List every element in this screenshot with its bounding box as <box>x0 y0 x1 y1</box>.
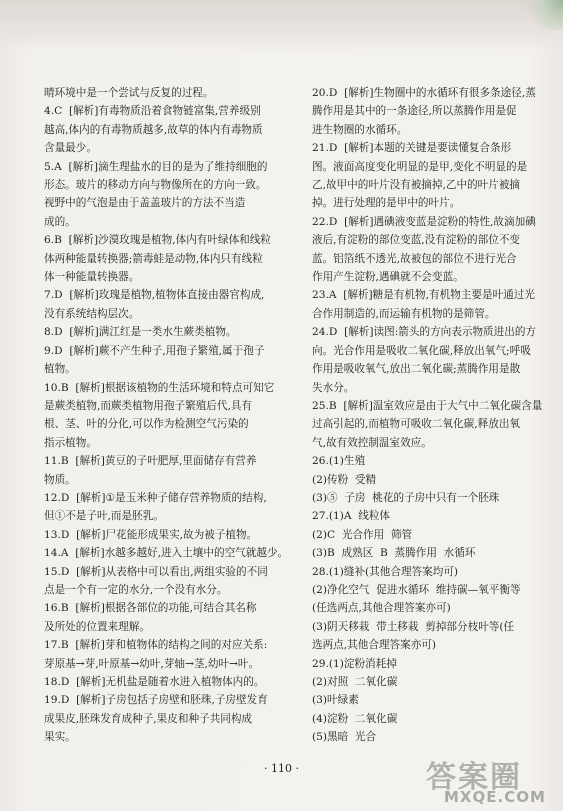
watermark-url: MXQE.COM <box>444 788 546 806</box>
page-corner-shadow <box>523 0 563 30</box>
text-line: 气,故有效控制温室效应。 <box>312 436 432 449</box>
text-line: 29.(1)淀粉消耗掉 <box>312 657 397 670</box>
text-line: (2)对照 二氧化碳 <box>312 676 398 688</box>
text-line: 体两种能量转换器;箭毒蛙是动物,体内只有线粒 <box>44 252 263 265</box>
text-line: 5.A [解析]滴生理盐水的目的是为了维持细胞的 <box>44 160 268 173</box>
text-line: (3)B 成熟区 B 蒸腾作用 水循环 <box>312 547 476 560</box>
text-line: 24.D [解析]读图:箭头的方向表示物质进出的方 <box>312 326 537 339</box>
text-line: 成果皮,胚珠发育成种子,果皮和种子共同构成 <box>44 712 253 725</box>
text-line: (3)阴天移栽 带土移栽 剪掉部分枝叶等(任 <box>312 620 515 633</box>
text-line: 点是一个有一定的水分,一个没有水分。 <box>44 583 228 596</box>
text-line: (2)传粉 受精 <box>312 473 377 486</box>
text-line: 9.D [解析]蕨不产生种子,用孢子繁殖,属于孢子 <box>44 344 265 357</box>
text-line: 18.D [解析]无机盐是随着水进入植物体内的。 <box>44 676 265 688</box>
text-line: 指示植物。 <box>44 436 97 449</box>
right-column <box>312 84 544 747</box>
text-line: 19.D [解析]子房包括子房壁和胚珠,子房壁发育 <box>44 694 268 707</box>
text-line: 是蕨类植物,而蕨类植物用孢子繁殖后代,具有 <box>44 399 253 412</box>
text-line: 芽原基→芽,叶原基→幼叶,芽轴→茎,幼叶→叶。 <box>44 657 260 670</box>
page-top-band <box>0 0 563 52</box>
text-line: 蓝。铝箔纸不透光,故被包的部位不进行光合 <box>312 252 517 265</box>
text-line: 13.D [解析]尸花能形成果实,故为被子植物。 <box>44 528 258 541</box>
text-line: (3)⑤ 子房 桃花的子房中只有一个胚珠 <box>312 491 500 504</box>
page-number: · 110 · <box>264 762 299 775</box>
text-line: 成的。 <box>44 215 76 228</box>
text-line: (任选两点,其他合理答案亦可) <box>312 602 451 615</box>
left-column <box>44 84 306 747</box>
text-line: 合作用制造的,而运输有机物的是筛管。 <box>312 307 496 320</box>
text-line: 17.B [解析]芽和植物体的结构之间的对应关系: <box>44 639 268 652</box>
text-line: 10.B [解析]根据该植物的生活环境和特点可知它 <box>44 381 275 394</box>
text-line: 没有系统结构层次。 <box>44 307 140 320</box>
text-line: 25.B [解析]温室效应是由于大气中二氧化碳含量 <box>312 399 543 412</box>
text-line: 22.D [解析]遇碘液变蓝是淀粉的特性,故滴加碘 <box>312 215 536 228</box>
text-line: 过高引起的,而植物可吸收二氧化碳,释放出氧 <box>312 418 521 431</box>
text-line: 植物。 <box>44 363 76 376</box>
text-line: 图。液面高度变化明显的是甲,变化不明显的是 <box>312 160 528 173</box>
text-line: (2)净化空气 促进水循环 维持碳—氧平衡等 <box>312 583 521 596</box>
text-line: 向。光合作用是吸收二氧化碳,释放出氧气;呼吸 <box>312 344 531 357</box>
text-line: 腾作用是其中的一条途径,所以蒸腾作用是促 <box>312 105 517 118</box>
text-line: 23.A [解析]糖是有机物,有机物主要是叶通过光 <box>312 289 535 302</box>
text-line: 掉。进行处理的是甲中的叶片。 <box>312 197 461 210</box>
text-line: 28.(1)缝补(其他合理答案均可) <box>312 565 459 578</box>
text-line: 晴环境中是一个尝试与反复的过程。 <box>44 87 214 99</box>
text-line: 14.A [解析]水越多越好,进入土壤中的空气就越少。 <box>44 547 289 560</box>
text-line: 20.D [解析]生物圈中的水循环有很多条途径,蒸 <box>312 87 536 99</box>
text-line: 27.(1)A 线粒体 <box>312 510 391 523</box>
text-line: 进生物圈的水循环。 <box>312 123 408 136</box>
text-line: (3)叶绿素 <box>312 694 359 707</box>
text-line: 含量最少。 <box>44 142 97 155</box>
text-line: (4)淀粉 二氧化碳 <box>312 712 398 725</box>
text-line: 4.C [解析]有毒物质沿着食物链富集,营养级别 <box>44 105 261 118</box>
text-line: 但①不是子叶,而是胚乳。 <box>44 510 164 523</box>
text-line: 作用产生淀粉,遇碘就不会变蓝。 <box>312 271 464 284</box>
text-line: 体一种能量转换器。 <box>44 271 140 284</box>
text-line: 选两点,其他合理答案亦可) <box>312 639 437 652</box>
text-line: 11.B [解析]黄豆的子叶肥厚,里面储存有营养 <box>44 455 257 468</box>
text-line: 果实。 <box>44 731 76 744</box>
text-line: 21.D [解析]本题的关键是要读懂复合条形 <box>312 142 512 155</box>
text-line: (2)C 光合作用 筛管 <box>312 528 413 541</box>
text-line: 15.D [解析]从表格中可以看出,两组实验的不同 <box>44 565 268 578</box>
text-line: 根、茎、叶的分化,可以作为检测空气污染的 <box>44 418 249 431</box>
text-line: 液后,有淀粉的部位变蓝,没有淀粉的部位不变 <box>312 234 521 247</box>
text-line: 及所处的位置来理解。 <box>44 620 150 633</box>
text-line: 12.D [解析]①是玉米种子储存营养物质的结构, <box>44 491 267 504</box>
text-line: (5)黑暗 光合 <box>312 731 377 744</box>
text-line: 8.D [解析]满江红是一类水生蕨类植物。 <box>44 326 237 339</box>
text-line: 越高,体内的有毒物质越多,故草的体内有毒物质 <box>44 123 263 136</box>
text-line: 视野中的气泡是由于盖盖玻片的方法不当造 <box>44 197 246 210</box>
watermark-logo <box>426 752 558 808</box>
text-line: 失水分。 <box>312 381 355 394</box>
text-line: 作用是吸收氧气,放出二氧化碳;蒸腾作用是散 <box>312 363 521 376</box>
text-line: 6.B [解析]沙漠玫瑰是植物,体内有叶绿体和线粒 <box>44 234 271 247</box>
text-line: 26.(1)生殖 <box>312 455 366 468</box>
text-line: 乙,故甲中的叶片没有被摘掉,乙中的叶片被摘 <box>312 179 521 192</box>
watermark-text: 答案圈 <box>426 760 522 795</box>
text-line: 物质。 <box>44 473 76 486</box>
text-line: 形态。玻片的移动方向与物像所在的方向一致。 <box>44 179 267 192</box>
text-line: 7.D [解析]玫瑰是植物,植物体直接由器官构成, <box>44 289 265 302</box>
text-line: 16.B [解析]根据各部位的功能,可结合其名称 <box>44 602 257 615</box>
